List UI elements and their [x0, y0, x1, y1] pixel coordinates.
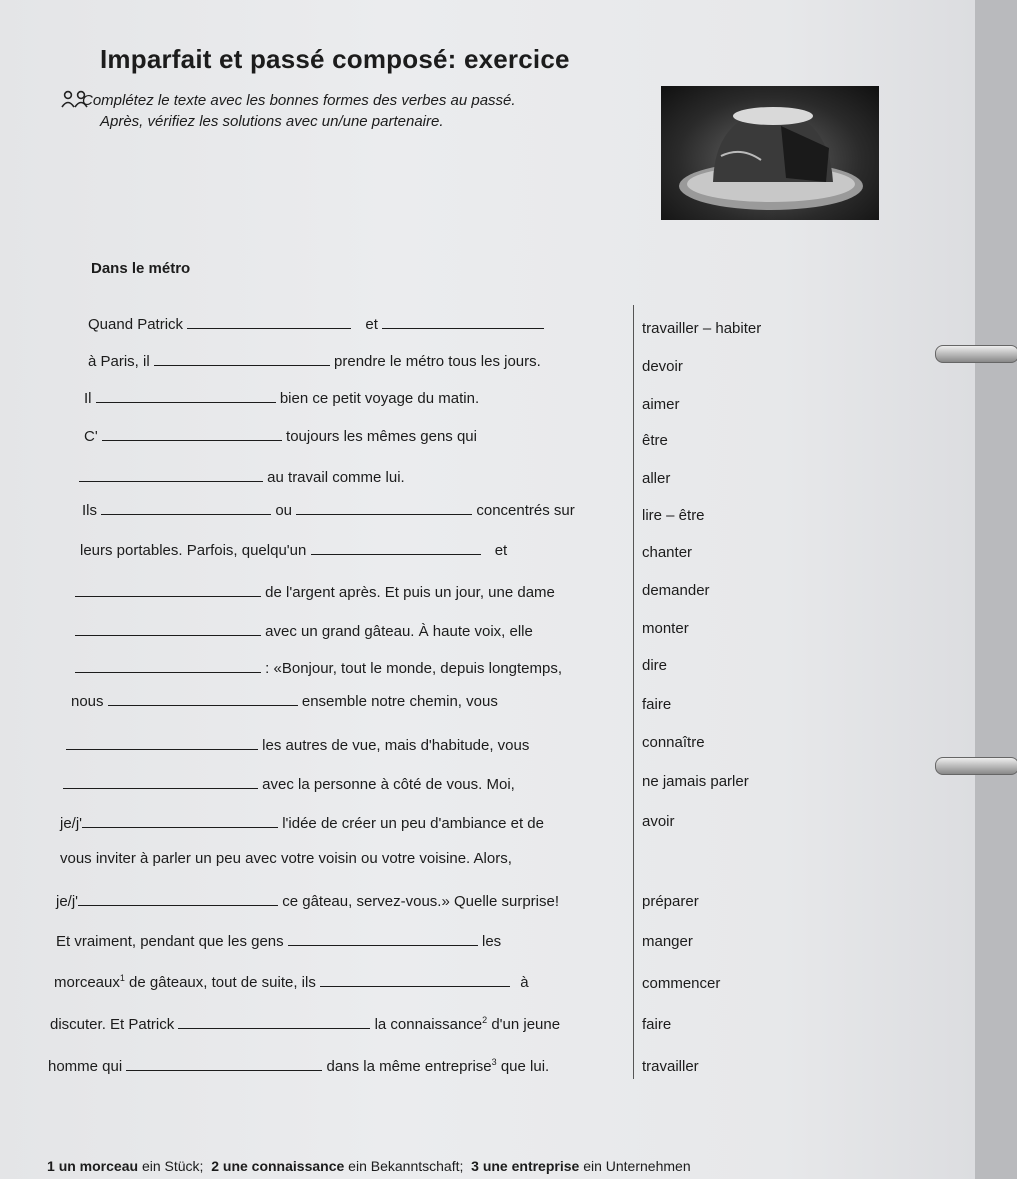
text-line-5 — [79, 466, 405, 486]
verb-hint: faire — [642, 1016, 672, 1033]
text-line-13 — [63, 773, 515, 793]
footnote-word: une connaissance — [222, 1158, 345, 1174]
footnote-ref: 3 — [491, 1057, 497, 1067]
verb-hint: devoir — [642, 358, 683, 375]
footnote-ref: 2 — [482, 1015, 488, 1025]
page-stack-edge — [975, 0, 1017, 1179]
text-fragment: de gâteaux, tout de suite, ils — [129, 974, 316, 991]
text-fragment: d'un jeune — [491, 1016, 561, 1033]
text-fragment: C' — [84, 428, 98, 445]
page-title: Imparfait et passé composé: exercice — [100, 44, 570, 74]
answer-blank[interactable] — [126, 1055, 322, 1071]
text-fragment: Ils — [82, 502, 97, 519]
footnotes — [47, 1158, 691, 1174]
text-line-18 — [54, 971, 529, 991]
answer-blank[interactable] — [101, 499, 271, 515]
footnote-translation: ein Bekanntschaft; — [348, 1158, 464, 1174]
text-fragment: et — [494, 542, 508, 559]
text-fragment: prendre le métro tous les jours. — [334, 353, 541, 370]
verb-hint: avoir — [642, 813, 675, 830]
verb-hint: chanter — [642, 544, 693, 561]
text-fragment: et — [365, 316, 378, 333]
text-line-6 — [82, 499, 575, 519]
footnote-ref: 1 — [119, 973, 125, 983]
cake-photo — [661, 86, 879, 220]
text-fragment: que lui. — [500, 1058, 550, 1075]
answer-blank[interactable] — [382, 313, 544, 329]
text-fragment: dans la même entreprise — [326, 1058, 492, 1075]
answer-blank[interactable] — [320, 971, 510, 987]
verb-hint: commencer — [642, 975, 721, 992]
answer-blank[interactable] — [102, 425, 282, 441]
text-fragment: ensemble notre chemin, vous — [301, 693, 498, 710]
text-line-20 — [48, 1055, 549, 1075]
verb-hint: monter — [642, 620, 689, 637]
footnote-translation: ein Unternehmen — [583, 1158, 691, 1174]
verb-hint: ne jamais parler — [642, 773, 749, 790]
instruction-line-1: Complétez le texte avec les bonnes formes des verbes au passé. — [82, 92, 516, 109]
answer-blank[interactable] — [78, 890, 278, 906]
answer-blank[interactable] — [79, 466, 263, 482]
footnote-word: un morceau — [58, 1158, 139, 1174]
text-fragment: Et vraiment, pendant que les gens — [56, 933, 284, 950]
text-fragment: je/j' — [60, 815, 83, 832]
answer-blank[interactable] — [296, 499, 472, 515]
text-fragment: nous — [71, 693, 104, 710]
text-fragment: à Paris, il — [88, 353, 150, 370]
text-line-9 — [75, 620, 533, 640]
text-fragment: homme qui — [48, 1058, 123, 1075]
answer-blank[interactable] — [66, 734, 258, 750]
answer-blank[interactable] — [108, 690, 298, 706]
text-line-7 — [80, 539, 507, 559]
text-fragment: avec un grand gâteau. À haute voix, elle — [265, 623, 533, 640]
verb-hint: aller — [642, 470, 671, 487]
text-fragment: Quand Patrick — [88, 316, 184, 333]
answer-blank[interactable] — [82, 812, 278, 828]
answer-blank[interactable] — [96, 387, 276, 403]
answer-blank[interactable] — [288, 930, 478, 946]
verb-hint: connaître — [642, 734, 705, 751]
text-fragment: les autres de vue, mais d'habitude, vous — [262, 737, 530, 754]
column-divider — [633, 305, 634, 1079]
footnote-number: 1 — [47, 1158, 55, 1174]
text-fragment: discuter. Et Patrick — [50, 1016, 175, 1033]
text-fragment: au travail comme lui. — [267, 469, 405, 486]
text-fragment: la connaissance — [374, 1016, 483, 1033]
verb-hint: travailler — [642, 1058, 699, 1075]
text-fragment: vous inviter à parler un peu avec votre voisin ou votre voisine. Alors, — [60, 850, 512, 867]
verb-hint: aimer — [642, 396, 680, 413]
text-line-2 — [88, 350, 541, 370]
footnote-translation: ein Stück; — [141, 1158, 204, 1174]
text-fragment: toujours les mêmes gens qui — [286, 428, 477, 445]
text-fragment: Il — [84, 390, 92, 407]
footnote-number: 3 — [471, 1158, 479, 1174]
text-fragment: : «Bonjour, tout le monde, depuis longtemps, — [265, 660, 563, 677]
verb-hint: être — [642, 432, 668, 449]
text-line-16 — [56, 890, 559, 910]
verb-hint: travailler – habiter — [642, 320, 762, 337]
answer-blank[interactable] — [178, 1013, 370, 1029]
answer-blank[interactable] — [63, 773, 258, 789]
text-line-19 — [50, 1013, 560, 1033]
text-fragment: concentrés sur — [476, 502, 575, 519]
verb-hint: préparer — [642, 893, 699, 910]
text-line-4 — [84, 425, 477, 445]
answer-blank[interactable] — [75, 620, 261, 636]
binder-ring-bottom — [935, 757, 1017, 775]
text-line-1 — [88, 313, 544, 333]
verb-hint: dire — [642, 657, 668, 674]
instruction-line-2: Après, vérifiez les solutions avec un/une partenaire. — [100, 113, 444, 130]
text-line-14 — [60, 812, 544, 832]
text-line-3 — [84, 387, 479, 407]
verb-hint: demander — [642, 582, 710, 599]
text-fragment: de l'argent après. Et puis un jour, une dame — [265, 584, 555, 601]
answer-blank[interactable] — [187, 313, 351, 329]
answer-blank[interactable] — [154, 350, 330, 366]
footnote-number: 2 — [211, 1158, 219, 1174]
text-line-8 — [75, 581, 555, 601]
section-title: Dans le métro — [91, 260, 191, 277]
text-fragment: je/j' — [56, 893, 79, 910]
answer-blank[interactable] — [311, 539, 481, 555]
text-fragment: à — [520, 974, 529, 991]
binder-ring-top — [935, 345, 1017, 363]
text-fragment: morceaux — [54, 974, 120, 991]
text-line-15 — [60, 850, 512, 867]
text-fragment: l'idée de créer un peu d'ambiance et de — [282, 815, 544, 832]
text-line-12 — [66, 734, 529, 754]
answer-blank[interactable] — [75, 581, 261, 597]
text-line-10 — [75, 657, 562, 677]
footnote-word: une entreprise — [482, 1158, 580, 1174]
verb-hint: lire – être — [642, 507, 705, 524]
answer-blank[interactable] — [75, 657, 261, 673]
text-fragment: ou — [275, 502, 293, 519]
text-fragment: leurs portables. Parfois, quelqu'un — [80, 542, 307, 559]
text-line-17 — [56, 930, 501, 950]
text-fragment: ce gâteau, servez-vous.» Quelle surprise! — [282, 893, 560, 910]
verb-hint: faire — [642, 696, 672, 713]
text-fragment: avec la personne à côté de vous. Moi, — [262, 776, 515, 793]
verb-hint: manger — [642, 933, 693, 950]
text-line-11 — [71, 690, 498, 710]
text-fragment: les — [482, 933, 502, 950]
text-fragment: bien ce petit voyage du matin. — [279, 390, 480, 407]
